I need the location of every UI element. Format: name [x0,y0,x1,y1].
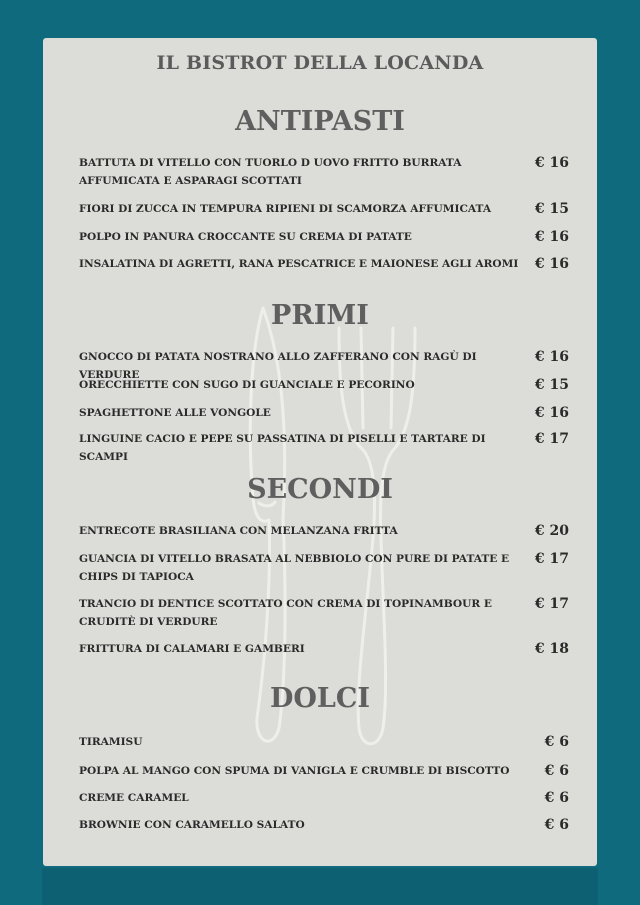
page-bottom-shadow [42,868,598,905]
item-price: € 15 [534,201,569,217]
item-price: € 16 [534,405,569,421]
restaurant-name: IL BISTROT DELLA LOCANDA [156,52,484,74]
item-name: GNOCCO DI PATATA NOSTRANO ALLO ZAFFERANO CON RAGÙ DI VERDURE [79,351,477,381]
item-name: INSALATINA DI AGRETTI, RANA PESCATRICE E MAIONESE AGLI AROMI [79,258,519,270]
menu-item [79,376,569,394]
menu-item [79,430,569,466]
item-price: € 6 [544,734,569,750]
item-price: € 17 [534,431,569,447]
menu-card [43,38,597,866]
section-title-primi: PRIMI [271,300,369,331]
item-price: € 15 [534,377,569,393]
item-name: BROWNIE CON CARAMELLO SALATO [79,819,305,831]
section-title-antipasti: ANTIPASTI [235,106,405,137]
item-price: € 6 [544,790,569,806]
menu-item [79,550,569,586]
menu-item [79,816,569,834]
section-title-dolci: DOLCI [269,683,371,714]
item-name: POLPA AL MANGO CON SPUMA DI VANIGLA E CRUMBLE DI BISCOTTO [79,765,510,777]
item-name: ORECCHIETTE CON SUGO DI GUANCIALE E PECORINO [79,379,415,391]
menu-item [79,228,569,246]
item-name: LINGUINE CACIO E PEPE SU PASSATINA DI PISELLI E TARTARE DI SCAMPI [79,433,486,463]
item-name: POLPO IN PANURA CROCCANTE SU CREMA DI PATATE [79,231,412,243]
item-name: TIRAMISU [79,736,143,748]
item-price: € 17 [534,596,569,612]
item-price: € 16 [534,256,569,272]
item-price: € 18 [534,641,569,657]
section-title-secondi: SECONDI [247,474,393,505]
item-name: FRITTURA DI CALAMARI E GAMBERI [79,643,305,655]
menu-item [79,255,569,273]
item-price: € 20 [534,523,569,539]
item-name: CREME CARAMEL [79,792,189,804]
menu-item [79,404,569,422]
menu-item [79,154,569,190]
item-name: GUANCIA DI VITELLO BRASATA AL NEBBIOLO CON PURE DI PATATE E CHIPS DI TAPIOCA [79,553,510,583]
item-name: BATTUTA DI VITELLO CON TUORLO D UOVO FRITTO BURRATA AFFUMICATA E ASPARAGI SCOTTATI [79,157,462,187]
item-price: € 6 [544,763,569,779]
item-name: TRANCIO DI DENTICE SCOTTATO CON CREMA DI TOPINAMBOUR E CRUDITÈ DI VERDURE [79,598,492,628]
item-name: FIORI DI ZUCCA IN TEMPURA RIPIENI DI SCAMORZA AFFUMICATA [79,203,492,215]
menu-item [79,640,569,658]
item-price: € 16 [534,229,569,245]
menu-item [79,200,569,218]
item-price: € 6 [544,817,569,833]
item-price: € 16 [534,155,569,171]
menu-item [79,733,569,751]
item-name: ENTRECOTE BRASILIANA CON MELANZANA FRITTA [79,525,398,537]
menu-item [79,762,569,780]
menu-item [79,789,569,807]
menu-item [79,522,569,540]
menu-item [79,595,569,631]
item-price: € 17 [534,551,569,567]
item-name: SPAGHETTONE ALLE VONGOLE [79,407,271,419]
item-price: € 16 [534,349,569,365]
